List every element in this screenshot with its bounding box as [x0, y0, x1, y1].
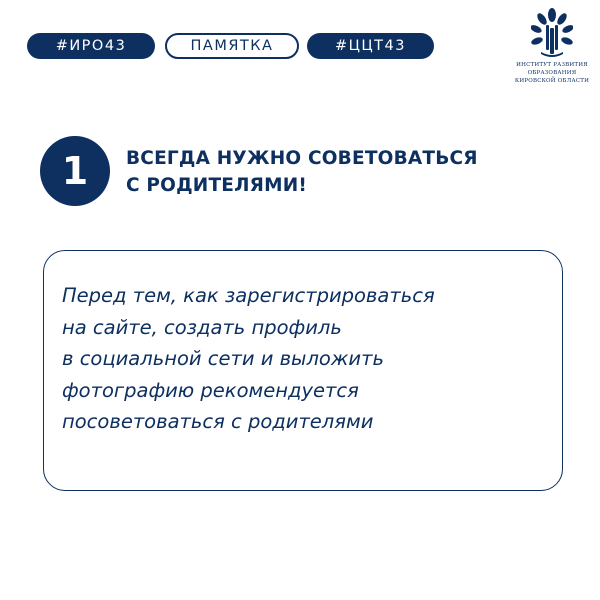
- advice-text-line-4: фотографию рекомендуется: [62, 378, 359, 402]
- advice-text-line-5: посоветоваться с родителями: [62, 410, 374, 433]
- step-title-line-2: С РОДИТЕЛЯМИ!: [126, 175, 308, 196]
- advice-text-line-2: на сайте, создать профиль: [62, 315, 342, 339]
- advice-card: [43, 250, 563, 491]
- advice-text-line-1: Перед тем, как зарегистрироваться: [62, 284, 435, 307]
- hashtag-iro43: #ИРО43: [27, 33, 155, 59]
- step-title: [126, 145, 566, 199]
- logo-text-line-2: ОБРАЗОВАНИЯ: [527, 70, 577, 76]
- logo-text-line-3: КИРОВСКОЙ ОБЛАСТИ: [514, 78, 590, 84]
- hashtag-cct43: #ЦЦТ43: [307, 33, 434, 59]
- step-number-badge: 1: [40, 136, 110, 206]
- logo-text-line-1: ИНСТИТУТ РАЗВИТИЯ: [516, 62, 588, 68]
- advice-text: [62, 280, 552, 438]
- step-title-line-1: ВСЕГДА НУЖНО СОВЕТОВАТЬСЯ: [126, 148, 478, 169]
- advice-text-line-3: в социальной сети и выложить: [62, 347, 384, 370]
- memo-label: ПАМЯТКА: [165, 33, 299, 59]
- iro-flower-emblem-icon: [531, 8, 573, 60]
- institute-logo: [512, 8, 592, 90]
